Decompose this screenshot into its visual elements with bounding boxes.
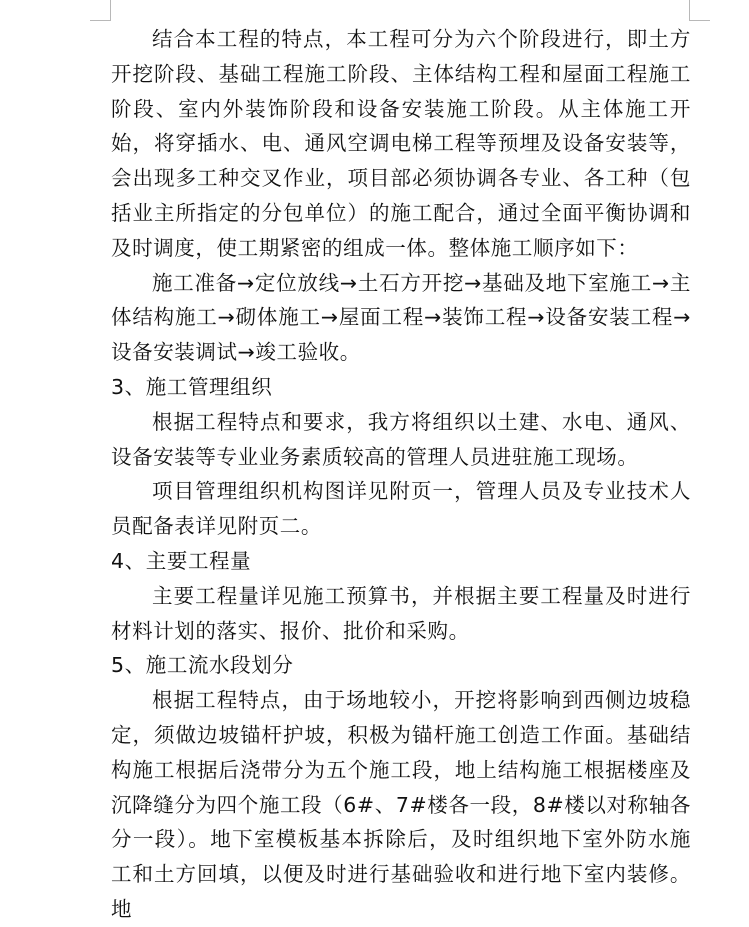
heading-management-organization: 3、施工管理组织 xyxy=(111,374,273,399)
paragraph-stages: 结合本工程的特点，本工程可分为六个阶段进行，即土方开挖阶段、基础工程施工阶段、主体结构工程和屋面工程施工阶段、室内外装饰阶段和设备安装施工阶段。从主体施工开始，将穿插水、电、通风空调电梯工程等预埋及设备安装等，会出现多工种交叉作业，项目部必须协调各专业、各工种（包括业主所指定的分包单位）的施工配合，通过全面平衡协调和及时调度，使工期紧密的组成一体。整体施工顺序如下： xyxy=(111,27,691,260)
heading-main-quantities: 4、主要工程量 xyxy=(111,548,252,573)
page-corner-mark-left xyxy=(90,0,111,21)
document-body xyxy=(111,22,691,927)
paragraph-quantities: 主要工程量详见施工预算书，并根据主要工程量及时进行材料计划的落实、报价、批价和采购。 xyxy=(111,583,691,643)
heading-flow-sections: 5、施工流水段划分 xyxy=(111,653,294,678)
page-corner-mark-right xyxy=(689,0,710,21)
paragraph-appendix: 项目管理组织机构图详见附页一，管理人员及专业技术人员配备表详见附页二。 xyxy=(111,479,691,539)
paragraph-organization: 根据工程特点和要求，我方将组织以土建、水电、通风、设备安装等专业业务素质较高的管理人员进驻施工现场。 xyxy=(111,409,691,469)
paragraph-flow-sections: 根据工程特点，由于场地较小，开挖将影响到西侧边坡稳定，须做边坡锚杆护坡，积极为锚杆施工创造工作面。基础结构施工根据后浇带分为五个施工段，地上结构施工根据楼座及沉降缝分为四个施工段（6#、7#楼各一段，8#楼以对称轴各分一段）。地下室模板基本拆除后，及时组织地下室外防水施工和土方回填，以便及时进行基础验收和进行地下室内装修。地 xyxy=(111,688,691,921)
paragraph-sequence: 施工准备→定位放线→土石方开挖→基础及地下室施工→主体结构施工→砌体施工→屋面工程→装饰工程→设备安装工程→设备安装调试→竣工验收。 xyxy=(111,270,691,365)
